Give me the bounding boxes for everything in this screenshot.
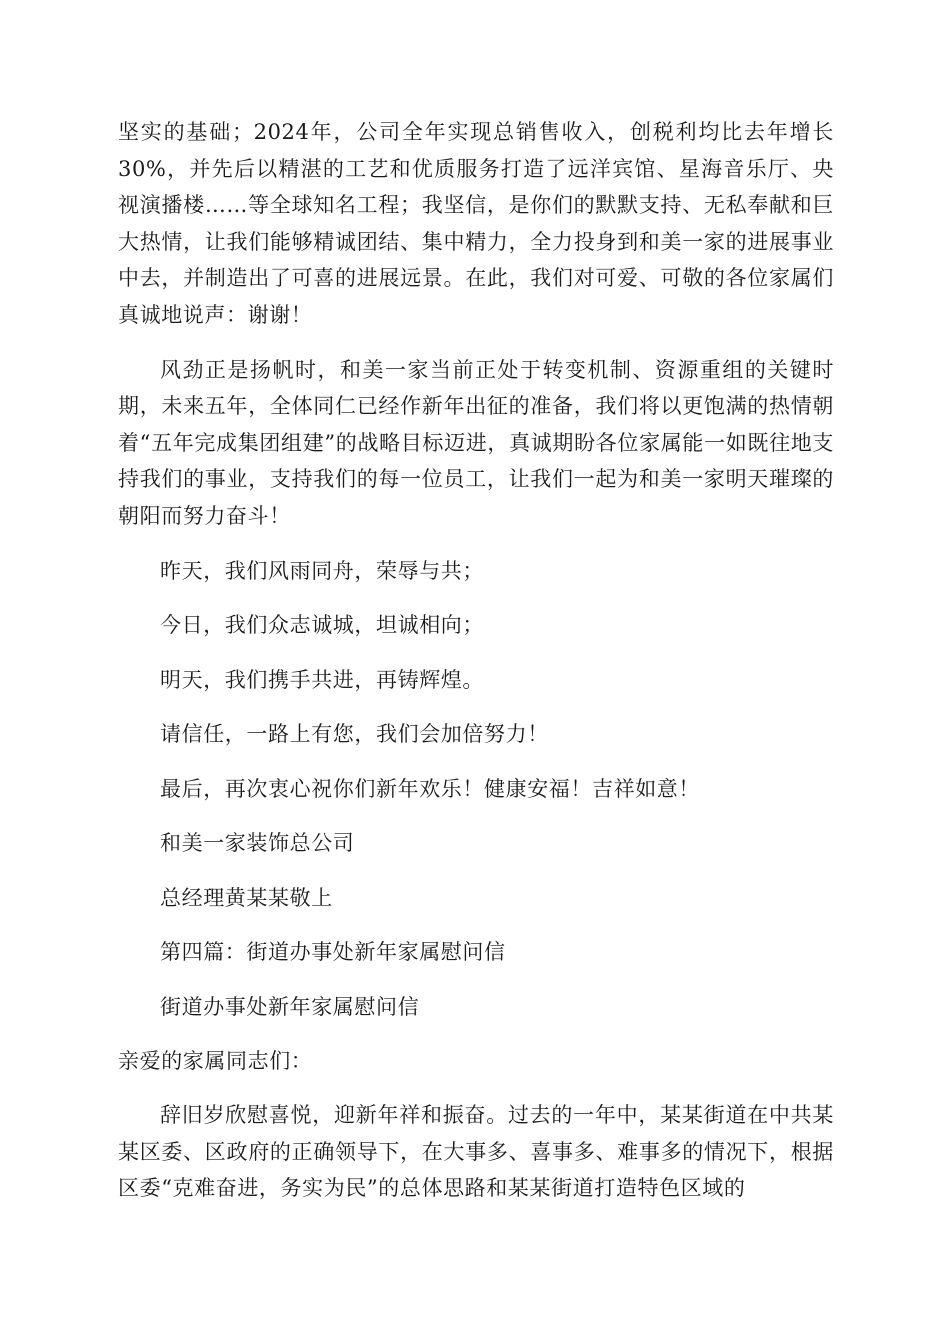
paragraph-future-outlook: 风劲正是扬帆时，和美一家当前正处于转变机制、资源重组的关键时期，未来五年，全体同仁已经作新年出征的准备，我们将以更饱满的热情朝着“五年完成集团组建”的战略目标迈进，真诚期盼各位家属能一如既往地支持我们的事业，支持我们的每一位员工，让我们一起为和美一家明天璀璨的朝阳而努力奋斗！: [118, 357, 834, 528]
signature: 总经理黄某某敬上: [160, 885, 333, 910]
letter-title: 街道办事处新年家属慰问信: [160, 994, 420, 1019]
document-page: [118, 114, 834, 1207]
line-new-year-wishes: 最后，再次衷心祝你们新年欢乐！健康安福！吉祥如意！: [160, 776, 700, 801]
line-today: 今日，我们众志诚城，坦诚相向；: [160, 613, 484, 638]
line-yesterday: 昨天，我们风雨同舟，荣辱与共；: [160, 558, 484, 583]
paragraph-street-office-review: 辞旧岁欣慰喜悦，迎新年祥和振奋。过去的一年中，某某街道在中共某某区委、区政府的正确领导下，在大事多、喜事多、难事多的情况下，根据区委“克难奋进，务实为民”的总体思路和某某街道打造特色区域的: [118, 1103, 834, 1201]
section-heading: 第四篇：街道办事处新年家属慰问信: [160, 940, 506, 965]
paragraph-company-achievements: 坚实的基础；2024年，公司全年实现总销售收入，创税利均比去年增长30%，并先后以精湛的工艺和优质服务打造了远洋宾馆、星海音乐厅、央视演播楼……等全球知名工程；我坚信，是你们的默默支持、无私奉献和巨大热情，让我们能够精诚团结、集中精力，全力投身到和美一家的进展事业中去，并制造出了可喜的进展远景。在此，我们对可爱、可敬的各位家属们真诚地说声：谢谢！: [118, 120, 834, 327]
company-name: 和美一家装饰总公司: [160, 831, 355, 856]
line-trust: 请信任，一路上有您，我们会加倍努力！: [160, 722, 549, 747]
line-tomorrow: 明天，我们携手共进，再铸辉煌。: [160, 667, 484, 692]
salutation: 亲爱的家属同志们：: [118, 1049, 313, 1074]
